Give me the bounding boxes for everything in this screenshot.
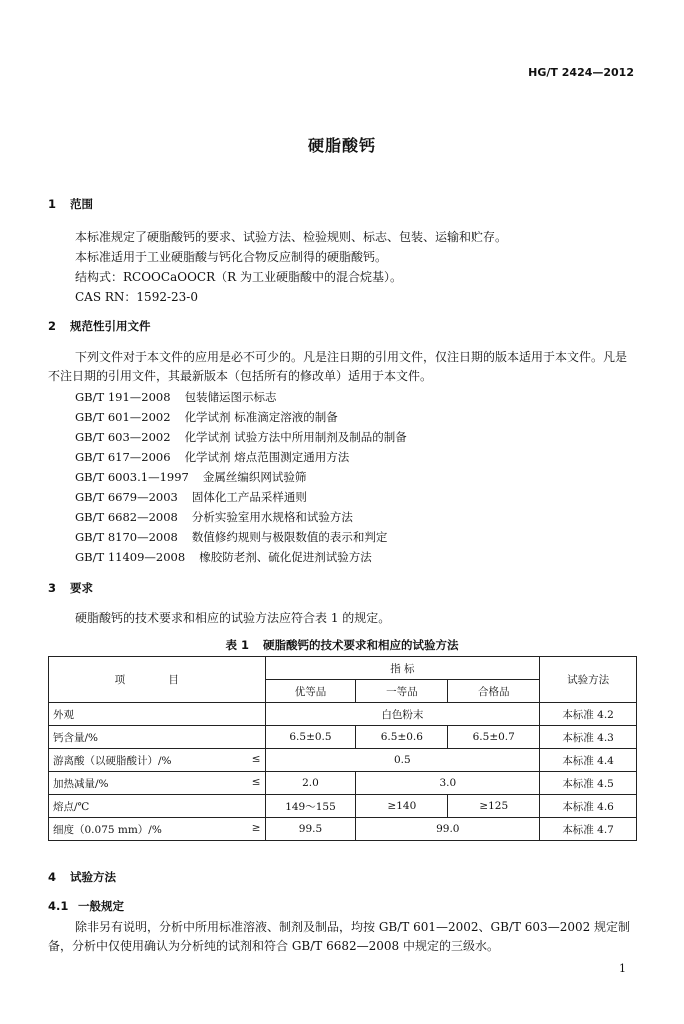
table-row — [49, 703, 637, 726]
row-value-superior: 99.5 — [265, 818, 356, 841]
reference-name: 金属丝编织网试验筛 — [202, 470, 307, 484]
header-method: 试验方法 — [540, 657, 637, 703]
header-item: 项 目 — [49, 657, 266, 703]
reference-name: 化学试剂 熔点范围测定通用方法 — [184, 450, 350, 464]
reference-name: 包装储运图示标志 — [184, 390, 277, 404]
table-row — [49, 749, 637, 772]
header-grade-qualified: 合格品 — [448, 680, 540, 703]
standard-code: HG/T 2424—2012 — [528, 66, 634, 79]
general-provisions-text: 除非另有说明，分析中所用标准溶液、制剂及制品，均按 GB/T 601—2002、GB/T 603—2002 规定制备，分析中仅使用确认为分析纯的试剂和符合 GB/T 6682—2008 中规定的三级水。 — [48, 920, 631, 953]
reference-code: GB/T 601—2002 — [75, 410, 171, 424]
reference-item — [75, 509, 353, 525]
table-row — [49, 772, 637, 795]
row-item-cell — [49, 749, 266, 772]
section-4-heading — [48, 869, 116, 885]
section-4-title: 试验方法 — [70, 870, 116, 884]
scope-paragraph-2: 本标准适用于工业硬脂酸与钙化合物反应制得的硬脂酸钙。 — [75, 250, 388, 264]
table-caption — [0, 637, 684, 653]
reference-name: 固体化工产品采样通则 — [191, 490, 307, 504]
table-row — [49, 726, 637, 749]
row-value-qualified: 6.5±0.7 — [448, 726, 540, 749]
row-value-merged: 0.5 — [265, 749, 540, 772]
document-title: 硬脂酸钙 — [307, 136, 376, 155]
reference-code: GB/T 603—2002 — [75, 430, 171, 444]
reference-item — [75, 529, 387, 545]
table-caption-number: 表 1 — [225, 638, 249, 652]
row-method: 本标准 4.3 — [540, 726, 637, 749]
section-3-number: 3 — [48, 581, 57, 595]
reference-code: GB/T 617—2006 — [75, 450, 171, 464]
requirements-table — [48, 656, 637, 841]
row-comparator: ≤ — [251, 775, 261, 788]
row-item: 外观 — [49, 703, 266, 726]
requirements-intro: 硬脂酸钙的技术要求和相应的试验方法应符合表 1 的规定。 — [75, 611, 391, 625]
row-value-superior: 2.0 — [265, 772, 356, 795]
reference-code: GB/T 6003.1—1997 — [75, 470, 189, 484]
reference-code: GB/T 8170—2008 — [75, 530, 178, 544]
section-1-number: 1 — [48, 197, 57, 211]
reference-item — [75, 489, 307, 505]
header-grade-first: 一等品 — [356, 680, 448, 703]
row-value-superior: 6.5±0.5 — [265, 726, 356, 749]
section-2-heading — [48, 318, 151, 334]
row-item-cell — [49, 772, 266, 795]
reference-item — [75, 549, 372, 565]
section-3-heading — [48, 580, 93, 596]
row-comparator: ≥ — [251, 821, 261, 834]
section-2-title: 规范性引用文件 — [70, 319, 151, 333]
subsection-4-1-title: 一般规定 — [78, 899, 124, 913]
section-2-number: 2 — [48, 319, 57, 333]
row-item: 细度（0.075 mm）/% — [53, 823, 162, 836]
section-3-title: 要求 — [70, 581, 93, 595]
row-comparator: ≤ — [251, 752, 261, 765]
table-row — [49, 818, 637, 841]
row-method: 本标准 4.6 — [540, 795, 637, 818]
row-method: 本标准 4.7 — [540, 818, 637, 841]
row-item: 钙含量/% — [49, 726, 266, 749]
table-caption-text: 硬脂酸钙的技术要求和相应的试验方法 — [263, 638, 459, 652]
section-1-heading — [48, 196, 93, 212]
row-item: 加热减量/% — [53, 777, 109, 790]
reference-code: GB/T 6679—2003 — [75, 490, 178, 504]
reference-name: 化学试剂 试验方法中所用制剂及制品的制备 — [184, 430, 407, 444]
scope-paragraph-1: 本标准规定了硬脂酸钙的要求、试验方法、检验规则、标志、包装、运输和贮存。 — [75, 230, 508, 244]
row-item-cell — [49, 818, 266, 841]
reference-code: GB/T 6682—2008 — [75, 510, 178, 524]
row-value-merged: 99.0 — [356, 818, 540, 841]
subsection-4-1-number: 4.1 — [48, 899, 69, 913]
row-item: 熔点/℃ — [49, 795, 266, 818]
cas-number: CAS RN：1592-23-0 — [75, 290, 198, 304]
references-intro: 下列文件对于本文件的应用是必不可少的。凡是注日期的引用文件，仅注日期的版本适用于本文件。凡是不注日期的引用文件，其最新版本（包括所有的修改单）适用于本文件。 — [48, 350, 628, 383]
reference-item — [75, 429, 407, 445]
header-index: 指 标 — [265, 657, 540, 680]
row-value-first: 6.5±0.6 — [356, 726, 448, 749]
row-value-merged: 白色粉末 — [265, 703, 540, 726]
page-number: 1 — [619, 962, 626, 975]
row-value-first: ≥140 — [356, 795, 448, 818]
row-method: 本标准 4.2 — [540, 703, 637, 726]
row-value-qualified: ≥125 — [448, 795, 540, 818]
reference-item — [75, 409, 338, 425]
reference-name: 数值修约规则与极限数值的表示和判定 — [191, 530, 388, 544]
row-value-merged: 3.0 — [356, 772, 540, 795]
table-row — [49, 795, 637, 818]
reference-code: GB/T 191—2008 — [75, 390, 171, 404]
reference-name: 橡胶防老剂、硫化促进剂试验方法 — [199, 550, 372, 564]
row-value-superior: 149～155 — [265, 795, 356, 818]
row-item: 游离酸（以硬脂酸计）/% — [53, 754, 172, 767]
reference-item — [75, 389, 277, 405]
section-1-title: 范围 — [70, 197, 93, 211]
structural-formula: 结构式：RCOOCaOOCR（R 为工业硬脂酸中的混合烷基）。 — [75, 270, 402, 284]
reference-item — [75, 449, 349, 465]
section-4-number: 4 — [48, 870, 57, 884]
row-method: 本标准 4.4 — [540, 749, 637, 772]
subsection-4-1-heading — [48, 898, 124, 914]
reference-code: GB/T 11409—2008 — [75, 550, 186, 564]
reference-name: 分析实验室用水规格和试验方法 — [191, 510, 353, 524]
row-method: 本标准 4.5 — [540, 772, 637, 795]
header-grade-superior: 优等品 — [265, 680, 356, 703]
reference-name: 化学试剂 标准滴定溶液的制备 — [184, 410, 338, 424]
reference-item — [75, 469, 306, 485]
